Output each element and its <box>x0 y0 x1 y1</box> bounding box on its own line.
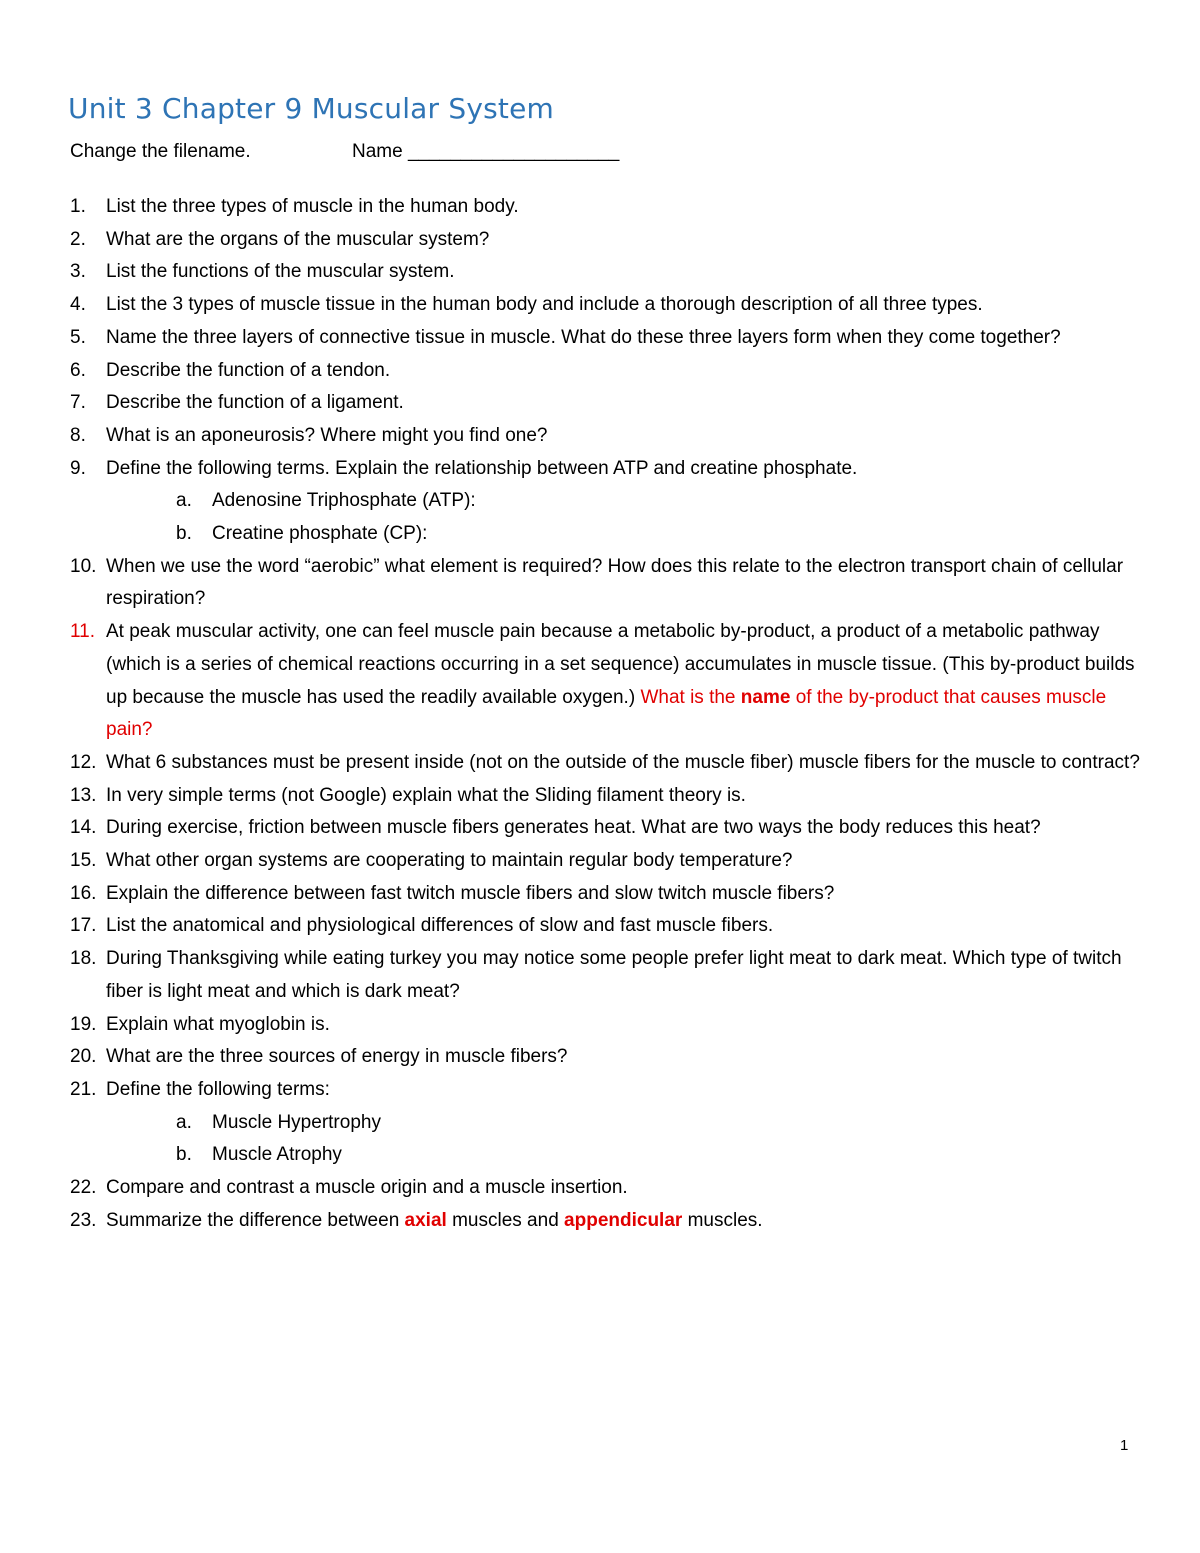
highlight-axial: axial <box>404 1209 447 1231</box>
question-number: 20. <box>70 1046 97 1068</box>
question-text: Explain what myoglobin is. <box>106 1013 330 1035</box>
question-number: 8. <box>70 424 86 446</box>
question-text: Define the following terms. Explain the relationship between ATP and creatine phosphate. <box>106 457 858 479</box>
question-5 <box>70 322 1140 355</box>
question-list <box>70 191 1140 1238</box>
sub-item-text: Adenosine Triphosphate (ATP): <box>212 490 476 512</box>
question-text: Compare and contrast a muscle origin and a muscle insertion. <box>106 1177 628 1199</box>
question-number: 15. <box>70 850 97 872</box>
question-text: What are the three sources of energy in muscle fibers? <box>106 1046 568 1068</box>
highlight-appendicular: appendicular <box>564 1209 683 1231</box>
question-18 <box>70 943 1140 1008</box>
question-9 <box>70 453 1140 486</box>
question-number: 13. <box>70 784 97 806</box>
sub-item-text: Creatine phosphate (CP): <box>212 523 428 545</box>
question-number: 21. <box>70 1078 97 1100</box>
question-1 <box>70 191 1140 224</box>
question-number: 19. <box>70 1013 97 1035</box>
sub-item-21a <box>70 1107 1140 1140</box>
question-15 <box>70 845 1140 878</box>
header-line <box>70 141 620 163</box>
question-3 <box>70 256 1140 289</box>
question-emphasis: What is the <box>640 686 736 708</box>
question-text: Describe the function of a tendon. <box>106 359 391 381</box>
sub-item-letter: a. <box>176 1111 192 1133</box>
sub-item-text: Muscle Hypertrophy <box>212 1111 381 1133</box>
question-number: 12. <box>70 751 97 773</box>
question-text: What 6 substances must be present inside (not on the outside of the muscle fiber) muscle fibers for the muscle to contract? <box>106 751 1140 773</box>
question-number: 14. <box>70 817 97 839</box>
sub-item-9a <box>70 485 1140 518</box>
sub-item-text: Muscle Atrophy <box>212 1144 342 1166</box>
sub-item-21b <box>70 1139 1140 1172</box>
question-text: Summarize the difference between <box>106 1209 400 1231</box>
question-10 <box>70 551 1140 616</box>
question-emphasis: of the by-product that causes muscle pain? <box>106 686 1107 741</box>
question-text: During exercise, friction between muscle fibers generates heat. What are two ways the body reduces this heat? <box>106 817 1041 839</box>
question-emphasis-bold: name <box>740 686 791 708</box>
question-12 <box>70 747 1140 780</box>
document-title: Unit 3 Chapter 9 Muscular System <box>68 92 554 125</box>
question-22 <box>70 1172 1140 1205</box>
question-text: At peak muscular activity, one can feel muscle pain because a metabolic by-product, a product of a metabolic pathway (which is a series of chemical reactions occurring in a set sequence) accumulates in muscle tissue. (This by-product builds up because the muscle has used the readily available oxygen.) <box>106 621 1135 708</box>
question-number: 11. <box>70 621 96 643</box>
question-text: During Thanksgiving while eating turkey you may notice some people prefer light meat to dark meat. Which type of twitch fiber is light meat and which is dark meat? <box>106 948 1122 1002</box>
question-8 <box>70 420 1140 453</box>
question-text: List the functions of the muscular system. <box>106 261 455 283</box>
question-number: 16. <box>70 882 97 904</box>
question-17 <box>70 910 1140 943</box>
question-text: Explain the difference between fast twitch muscle fibers and slow twitch muscle fibers? <box>106 882 835 904</box>
question-number: 4. <box>70 294 86 316</box>
sub-item-letter: b. <box>176 1144 192 1166</box>
question-text: List the 3 types of muscle tissue in the human body and include a thorough description of all three types. <box>106 294 983 316</box>
question-20 <box>70 1041 1140 1074</box>
question-number: 2. <box>70 228 86 250</box>
question-number: 17. <box>70 915 97 937</box>
filename-note: Change the filename. <box>70 141 251 162</box>
question-text: List the three types of muscle in the human body. <box>106 196 519 217</box>
question-6 <box>70 355 1140 388</box>
question-text: In very simple terms (not Google) explain what the Sliding filament theory is. <box>106 784 746 806</box>
question-text: What is an aponeurosis? Where might you find one? <box>106 424 548 446</box>
question-number: 9. <box>70 457 86 479</box>
question-2 <box>70 224 1140 257</box>
question-21 <box>70 1074 1140 1107</box>
sub-item-letter: b. <box>176 523 192 545</box>
question-text: Define the following terms: <box>106 1078 330 1100</box>
sub-item-letter: a. <box>176 490 192 512</box>
question-text: List the anatomical and physiological differences of slow and fast muscle fibers. <box>106 915 774 937</box>
question-19 <box>70 1009 1140 1042</box>
question-number: 7. <box>70 392 86 414</box>
question-text: muscles. <box>687 1209 763 1231</box>
question-13 <box>70 780 1140 813</box>
question-text: Describe the function of a ligament. <box>106 392 404 414</box>
name-field: Name ____________________ <box>352 141 620 162</box>
question-text: What are the organs of the muscular system? <box>106 228 490 250</box>
question-text: Name the three layers of connective tissue in muscle. What do these three layers form when they come together? <box>106 326 1061 348</box>
question-7 <box>70 387 1140 420</box>
question-16 <box>70 878 1140 911</box>
question-text: muscles and <box>452 1209 559 1231</box>
question-number: 3. <box>70 261 86 283</box>
sub-item-9b <box>70 518 1140 551</box>
question-number: 22. <box>70 1177 97 1199</box>
question-11 <box>70 616 1140 747</box>
question-number: 10. <box>70 555 97 577</box>
question-number: 23. <box>70 1209 97 1231</box>
question-text: What other organ systems are cooperating to maintain regular body temperature? <box>106 850 793 872</box>
question-23 <box>70 1205 1140 1238</box>
question-14 <box>70 812 1140 845</box>
question-number: 18. <box>70 948 97 970</box>
page-number: 1 <box>1120 1437 1129 1454</box>
question-4 <box>70 289 1140 322</box>
question-number: 5. <box>70 326 86 348</box>
question-text: When we use the word “aerobic” what element is required? How does this relate to the electron transport chain of cellular respiration? <box>106 555 1124 610</box>
question-number: 1. <box>70 196 86 217</box>
question-number: 6. <box>70 359 86 381</box>
